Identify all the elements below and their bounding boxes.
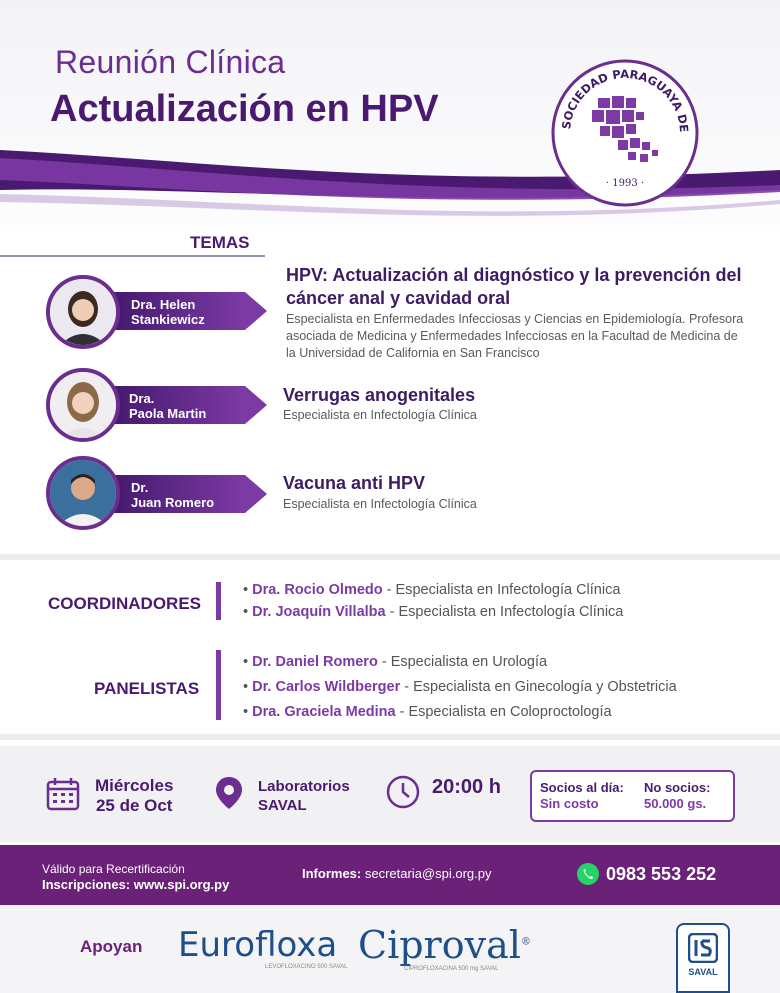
speaker-name-line1: Dra. xyxy=(129,391,155,406)
speaker-name-line1: Dr. xyxy=(131,480,149,495)
fee-members-value: Sin costo xyxy=(540,796,599,811)
speaker-name-line2: Stankiewicz xyxy=(131,312,205,327)
fee-nonmembers-value: 50.000 gs. xyxy=(644,796,707,811)
talk-title-1: HPV: Actualización al diagnóstico y la prevención del cáncer anal y cavidad oral xyxy=(286,265,742,308)
event-subtitle: Reunión Clínica xyxy=(55,44,286,80)
eurofloxa-subtext: LEVOFLOXACINO 500 SAVAL xyxy=(265,964,348,970)
talk-title-3: Vacuna anti HPV xyxy=(283,473,426,493)
speaker-name-line2: Paola Martin xyxy=(129,406,207,421)
fees-box xyxy=(530,770,735,822)
coordinadores-heading: COORDINADORES xyxy=(48,594,202,613)
phone-number[interactable]: 0983 553 252 xyxy=(606,864,717,884)
ciproval-name: Ciproval xyxy=(358,923,521,967)
person-role: - Especialista en Urología xyxy=(377,654,548,670)
location-line2: SAVAL xyxy=(258,797,307,814)
person-name: Dra. Rocio Olmedo xyxy=(252,582,383,598)
person-role: - Especialista en Coloproctología xyxy=(395,704,612,720)
list-item: • Dr. Daniel Romero - Especialista en Urología xyxy=(243,654,548,670)
panelistas-list xyxy=(243,650,677,725)
list-item: • Dra. Graciela Medina - Especialista en Coloproctología xyxy=(243,704,612,720)
ciproval-subtext: CIPROFLOXACINA 500 mg SAVAL xyxy=(404,966,499,972)
speaker-name-line1: Dra. Helen xyxy=(131,297,196,312)
ciproval-logo xyxy=(358,923,531,967)
sponsors-label: Apoyan xyxy=(80,937,143,956)
panelistas-divider xyxy=(216,650,221,720)
saval-logo xyxy=(676,923,730,993)
avatar-martin xyxy=(46,368,120,442)
event-time: 20:00 h xyxy=(432,776,501,798)
avatar-romero xyxy=(46,456,120,530)
person-name: Dr. Carlos Wildberger xyxy=(252,679,401,695)
person-name: Dr. Joaquín Villalba xyxy=(252,604,386,620)
avatar-stankiewicz xyxy=(46,275,120,349)
speaker-name-line2: Juan Romero xyxy=(131,495,215,510)
list-item: • Dr. Joaquín Villalba - Especialista en Infectología Clínica xyxy=(243,604,624,620)
person-name: Dr. Daniel Romero xyxy=(252,654,378,670)
talk-desc-1: Especialista en Enfermedades Infecciosas y Ciencias en Epidemiología. Profesora asociada de Medicina y Enfermedades Infecciosas en la Facultad de Medicina de la Universidad de California en San Francisco xyxy=(286,312,744,360)
temas-heading: TEMAS xyxy=(190,233,250,252)
clock-icon xyxy=(385,774,421,815)
whatsapp-icon xyxy=(576,862,600,891)
talk-desc-3: Especialista en Infectología Clínica xyxy=(283,497,477,511)
footer-bar xyxy=(0,845,780,905)
list-item: • Dra. Rocio Olmedo - Especialista en Infectología Clínica xyxy=(243,582,621,598)
inscripciones-link[interactable]: Inscripciones: www.spi.org.py xyxy=(42,877,230,892)
event-location xyxy=(258,777,350,815)
coordinadores-divider xyxy=(216,582,221,620)
event-title: Actualización en HPV xyxy=(50,88,439,130)
recertification-text: Válido para Recertificación xyxy=(42,862,185,876)
event-day: Miércoles xyxy=(95,776,174,795)
person-role: - Especialista en Ginecología y Obstetricia xyxy=(400,679,677,695)
informes-contact xyxy=(302,866,491,881)
person-name: Dra. Graciela Medina xyxy=(252,704,396,720)
informes-label: Informes: xyxy=(302,866,362,881)
temas-divider xyxy=(0,255,265,257)
talk-title-2: Verrugas anogenitales xyxy=(283,385,476,405)
ciproval-mark: ® xyxy=(520,936,531,948)
person-role: - Especialista en Infectología Clínica xyxy=(385,604,624,620)
eurofloxa-logo: Eurofloxa xyxy=(178,925,338,965)
location-line1: Laboratorios xyxy=(258,778,350,795)
sponsors-bar xyxy=(0,905,780,993)
event-date-value: 25 de Oct xyxy=(95,796,173,815)
informes-email[interactable]: secretaria@spi.org.py xyxy=(361,866,492,881)
saval-emblem xyxy=(688,933,718,963)
coordinadores-list xyxy=(243,579,623,623)
panelistas-heading: PANELISTAS xyxy=(94,679,200,698)
event-date xyxy=(95,776,173,816)
logo-year: · 1993 · xyxy=(605,178,645,189)
saval-label: SAVAL xyxy=(688,967,718,977)
talk-desc-2: Especialista en Infectología Clínica xyxy=(283,408,477,422)
calendar-icon xyxy=(45,776,81,817)
spi-logo xyxy=(550,58,700,208)
logo-ring-text: SOCIEDAD PARAGUAYA DE xyxy=(559,66,692,133)
fee-members-label: Socios al día: xyxy=(540,780,624,795)
list-item: • Dr. Carlos Wildberger - Especialista en Ginecología y Obstetricia xyxy=(243,679,677,695)
fee-nonmembers-label: No socios: xyxy=(644,780,711,795)
person-role: - Especialista en Infectología Clínica xyxy=(382,582,621,598)
location-pin-icon xyxy=(214,776,244,815)
